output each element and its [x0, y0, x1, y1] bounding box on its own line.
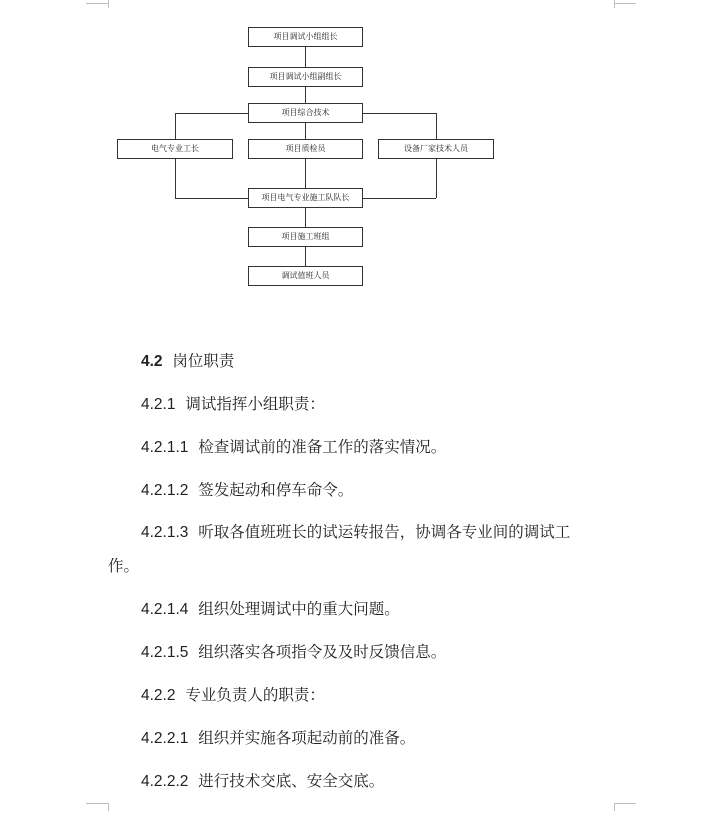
connector-line — [362, 113, 436, 114]
paragraph-continuation: 作。 — [108, 557, 140, 575]
page-corner-mark — [86, 3, 108, 4]
page-corner-mark — [614, 0, 615, 8]
chart-node-deputy-leader: 项目调试小组副组长 — [248, 67, 363, 87]
paragraph — [141, 597, 400, 619]
connector-line — [305, 123, 306, 139]
chart-node-construction-team: 项目施工班组 — [248, 227, 363, 247]
chart-node-vendor-tech: 设备厂家技术人员 — [378, 139, 494, 159]
clause-text: 签发起动和停车命令。 — [198, 481, 354, 499]
connector-line — [305, 159, 306, 188]
paragraph — [141, 435, 446, 457]
connector-line — [305, 208, 306, 227]
page-corner-mark — [614, 803, 636, 804]
clause-text: 检查调试前的准备工作的落实情况。 — [198, 438, 447, 456]
chart-node-duty-staff: 调试值班人员 — [248, 266, 363, 286]
connector-line — [436, 159, 437, 198]
paragraph — [141, 520, 570, 542]
chart-node-quality-inspector: 项目质检员 — [248, 139, 363, 159]
section-title: 岗位职责 — [172, 352, 235, 370]
chart-node-leader: 项目调试小组组长 — [248, 27, 363, 47]
clause-text: 组织并实施各项起动前的准备。 — [198, 729, 416, 747]
connector-line — [362, 198, 436, 199]
paragraph — [141, 478, 353, 500]
connector-line — [305, 87, 306, 103]
paragraph — [141, 392, 325, 414]
connector-line — [175, 159, 176, 198]
connector-line — [175, 113, 249, 114]
clause-text: 组织落实各项指令及及时反馈信息。 — [198, 643, 447, 661]
chart-node-team-captain: 项目电气专业施工队队长 — [248, 188, 363, 208]
section-heading — [141, 349, 234, 371]
page-corner-mark — [614, 3, 636, 4]
connector-line — [305, 47, 306, 67]
clause-text: 专业负责人的职责： — [185, 686, 325, 704]
clause-number: 4.2.2.1 — [141, 730, 189, 747]
chart-node-chief-tech: 项目综合技术 — [248, 103, 363, 123]
connector-line — [175, 198, 249, 199]
page-corner-mark — [614, 803, 615, 811]
paragraph — [141, 769, 384, 791]
paragraph — [141, 726, 415, 748]
clause-number: 4.2.1 — [141, 396, 176, 413]
clause-number: 4.2.1.3 — [141, 524, 189, 541]
page-corner-mark — [108, 0, 109, 8]
clause-text: 组织处理调试中的重大问题。 — [198, 600, 400, 618]
chart-node-electrical-foreman: 电气专业工长 — [117, 139, 233, 159]
clause-number: 4.2.1.2 — [141, 482, 189, 499]
connector-line — [175, 113, 176, 139]
clause-number: 4.2.1.5 — [141, 644, 189, 661]
clause-number: 4.2.1.4 — [141, 601, 189, 618]
clause-number: 4.2.2.2 — [141, 773, 189, 790]
connector-line — [436, 113, 437, 139]
paragraph — [141, 683, 325, 705]
clause-number: 4.2.1.1 — [141, 439, 189, 456]
paragraph — [141, 640, 446, 662]
page-corner-mark — [108, 803, 109, 811]
section-number: 4.2 — [141, 353, 163, 370]
clause-text: 听取各值班班长的试运转报告，协调各专业间的调试工 — [198, 523, 571, 541]
clause-text: 进行技术交底、安全交底。 — [198, 772, 385, 790]
page-corner-mark — [86, 803, 108, 804]
connector-line — [305, 247, 306, 266]
clause-text: 调试指挥小组职责： — [185, 395, 325, 413]
clause-number: 4.2.2 — [141, 687, 176, 704]
